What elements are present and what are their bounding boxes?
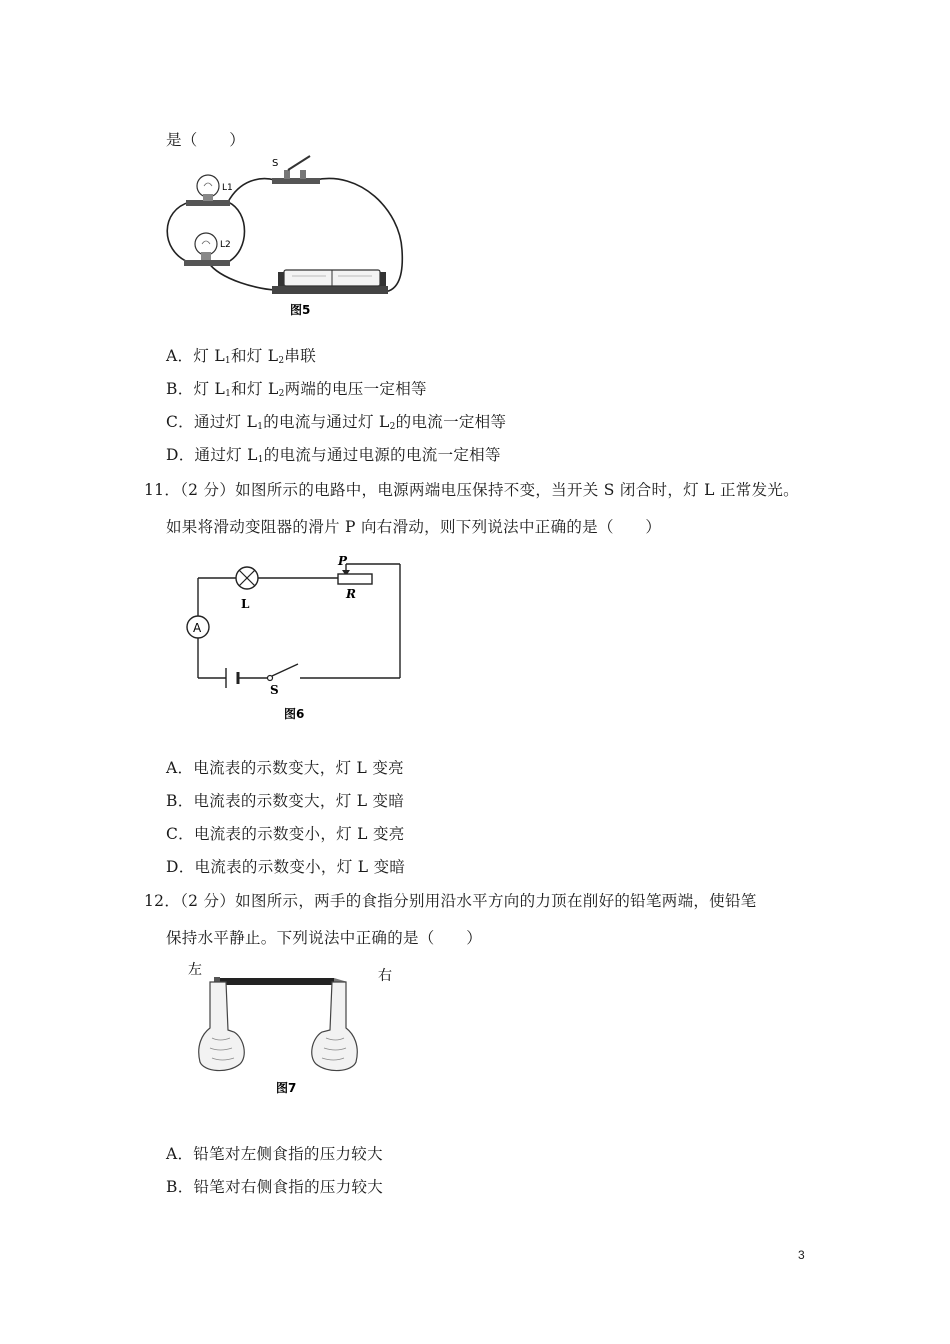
q11-stem-line1: 11．（2 分）如图所示的电路中，电源两端电压保持不变，当开关 S 闭合时，灯 L 正常发光。 [144,481,799,499]
fig5-label-l2: L2 [220,240,231,250]
figure-6-rheostat-circuit [180,548,420,728]
fig5-label-s: S [272,158,279,169]
q10-option-b: B．灯 $L_1$和灯 $L_2$两端的电压一定相等 [166,380,427,399]
fig7-label-left: 左 [188,962,202,978]
figure-7-pencil-fingers [182,958,402,1098]
q12-stem-line2: 保持水平静止。下列说法中正确的是（ ） [166,929,483,947]
fig7-label-right: 右 [378,968,392,984]
q11-option-d: D．电流表的示数变小，灯 L 变暗 [166,858,406,876]
page-number: 3 [798,1248,805,1262]
q12-stem-line1: 12．（2 分）如图所示，两手的食指分别用沿水平方向的力顶在削好的铅笔两端，使铅笔 [144,892,757,910]
q10-option-c: C．通过灯 $L_1$的电流与通过灯 $L_2$的电流一定相等 [166,413,507,432]
q12-option-a: A．铅笔对左侧食指的压力较大 [166,1145,383,1163]
fig6-label-a: A [193,621,202,635]
q11-option-b: B．电流表的示数变大，灯 L 变暗 [166,792,405,810]
fig6-label-l: L [241,597,250,611]
fig5-caption: 图5 [290,303,311,317]
q10-option-a: A．灯 $L_1$和灯 $L_2$串联 [166,347,317,366]
q10-stem-tail: 是（ ） [166,131,246,149]
q11-option-c: C．电流表的示数变小，灯 L 变亮 [166,825,405,843]
fig6-label-s: S [270,683,279,697]
q11-option-a: A．电流表的示数变大，灯 L 变亮 [166,759,404,777]
fig7-caption: 图7 [276,1081,297,1095]
figure-5-parallel-circuit [160,150,420,320]
q11-stem-line2: 如果将滑动变阻器的滑片 P 向右滑动，则下列说法中正确的是（ ） [166,518,662,536]
fig6-label-r: R [346,587,356,601]
q10-option-d: D．通过灯 $L_1$的电流与通过电源的电流一定相等 [166,446,501,465]
fig5-label-l1: L1 [222,183,233,193]
q12-option-b: B．铅笔对右侧食指的压力较大 [166,1178,384,1196]
fig6-label-p: P [338,554,348,568]
fig6-caption: 图6 [284,707,305,721]
